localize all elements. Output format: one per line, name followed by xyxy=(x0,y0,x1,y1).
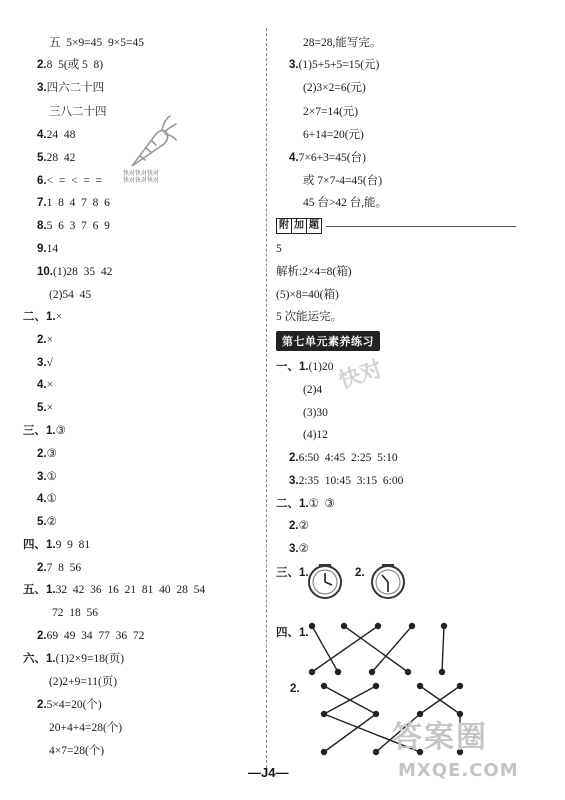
fujia-char-1: 附 xyxy=(277,219,292,233)
left-line-4: 4.24 48 xyxy=(37,129,76,141)
carrot-note-line-1: 快对快对快对 xyxy=(123,170,160,177)
right-line-20: 3.② xyxy=(289,543,309,555)
left-line-3: 三八二十四 xyxy=(49,106,107,118)
fujia-char-3: 题 xyxy=(309,220,319,231)
left-line-28: (2)2+9=11(页) xyxy=(49,676,118,688)
right-line-2: (2)3×2=6(元) xyxy=(303,82,366,94)
left-line-5: 5.28 42 xyxy=(37,152,76,164)
right-line-4: 6+14=20(元) xyxy=(303,129,364,141)
right-line-13: (2)4 xyxy=(303,384,323,396)
left-line-1: 2.8 5(或 5 8) xyxy=(37,59,104,71)
right-line-7: 45 台>42 台,能。 xyxy=(303,197,388,209)
left-line-25: 72 18 56 xyxy=(52,607,98,619)
fujia-header xyxy=(276,218,516,234)
right-line-5: 4.7×6+3=45(台) xyxy=(289,152,366,164)
carrot-note-line-2: 快对快对快对 xyxy=(123,177,160,184)
left-line-6: 6.< = < = = xyxy=(37,175,103,187)
left-line-22: 四、1.9 9 81 xyxy=(23,539,91,551)
carrot-note xyxy=(123,170,159,184)
left-line-18: 2.③ xyxy=(37,448,57,460)
right-line-8: 5 xyxy=(276,243,282,255)
left-line-16: 5.× xyxy=(37,402,54,414)
right-line-15: (4)12 xyxy=(303,429,328,441)
right-line-22: 2. xyxy=(355,567,365,579)
right-line-1: 3.(1)5+5+5=15(元) xyxy=(289,59,380,71)
column-divider xyxy=(266,28,267,773)
left-line-15: 4.× xyxy=(37,379,54,391)
unit-banner: 第七单元素养练习 xyxy=(276,331,380,351)
right-line-6: 或 7×7-4=45(台) xyxy=(303,175,383,187)
left-line-11: (2)54 45 xyxy=(49,289,92,301)
right-line-23: 四、1. xyxy=(276,627,309,639)
left-line-0: 五 5×9=45 9×5=45 xyxy=(49,37,144,49)
left-line-9: 9.14 xyxy=(37,243,59,255)
matching-lines-1 xyxy=(300,620,460,680)
left-line-10: 10.(1)28 35 42 xyxy=(37,266,113,278)
left-line-26: 2.69 49 34 77 36 72 xyxy=(37,630,145,642)
right-line-24: 2. xyxy=(290,683,300,695)
left-line-13: 2.× xyxy=(37,334,54,346)
right-line-19: 2.② xyxy=(289,520,309,532)
right-line-10: (5)×8=40(箱) xyxy=(276,289,339,301)
right-line-18: 二、1.① ③ xyxy=(276,498,335,510)
left-line-2: 3.四六二十四 xyxy=(37,82,105,94)
left-line-17: 三、1.③ xyxy=(23,425,66,437)
left-line-31: 4×7=28(个) xyxy=(49,745,105,757)
left-line-20: 4.① xyxy=(37,493,57,505)
left-line-21: 5.② xyxy=(37,516,57,528)
left-line-23: 2.7 8 56 xyxy=(37,562,82,574)
watermark-center: 快对 xyxy=(335,356,386,395)
left-line-27: 六、1.(1)2×9=18(页) xyxy=(23,653,125,665)
carrot-icon xyxy=(118,112,178,170)
watermark-answer: 答案圈 xyxy=(392,720,488,755)
left-line-12: 二、1.× xyxy=(23,311,63,323)
left-line-30: 20+4+4=28(个) xyxy=(49,722,123,734)
right-line-12: 一、1.(1)20 xyxy=(276,361,334,373)
right-line-16: 2.6:50 4:45 2:25 5:10 xyxy=(289,452,398,464)
left-line-7: 7.1 8 4 7 8 6 xyxy=(37,197,110,209)
page-number: —J4— xyxy=(248,765,289,780)
right-line-14: (3)30 xyxy=(303,407,328,419)
right-line-11: 5 次能运完。 xyxy=(276,311,343,323)
right-line-9: 解析:2×4=8(箱) xyxy=(276,266,352,278)
right-line-17: 3.2:35 10:45 3:15 6:00 xyxy=(289,475,404,487)
left-line-14: 3.√ xyxy=(37,357,53,369)
clock-icon xyxy=(370,562,406,600)
fujia-char-2: 加 xyxy=(292,219,307,233)
right-line-0: 28=28,能写完。 xyxy=(303,37,382,49)
fujia-rule xyxy=(326,226,516,227)
right-line-21: 三、1. xyxy=(276,567,309,579)
left-line-8: 8.5 6 3 7 6 9 xyxy=(37,220,110,232)
watermark-site: MXQE.COM xyxy=(398,760,519,781)
clock-icon xyxy=(307,562,343,600)
left-line-29: 2.5×4=20(个) xyxy=(37,699,102,711)
left-line-24: 五、1.32 42 36 16 21 81 40 28 54 xyxy=(23,584,206,596)
right-line-3: 2×7=14(元) xyxy=(303,106,359,118)
left-line-19: 3.① xyxy=(37,471,57,483)
fujia-title xyxy=(276,218,322,234)
